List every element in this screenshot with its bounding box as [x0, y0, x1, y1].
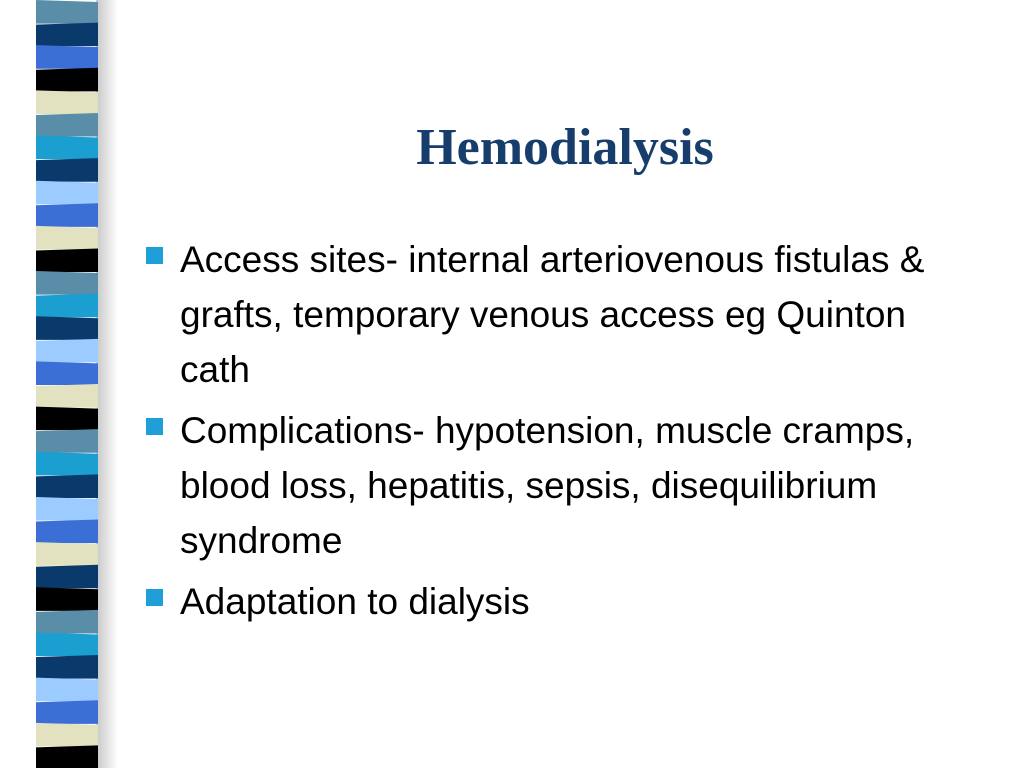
bullet-item [146, 403, 976, 568]
stripe-block [36, 45, 98, 69]
stripe-block [36, 226, 98, 250]
stripe-block [36, 90, 98, 114]
stripe-block [36, 587, 98, 611]
stripe-block [36, 497, 98, 521]
bullet-text: Adaptation to dialysis [180, 581, 530, 622]
stripe-block [36, 294, 98, 318]
decorative-stripe-shadow [96, 0, 118, 768]
decorative-stripe-bar [36, 0, 98, 768]
bullet-list [146, 232, 976, 635]
stripe-block [36, 203, 98, 227]
stripe-block [36, 610, 98, 634]
stripe-block [36, 136, 98, 160]
slide-title: Hemodialysis [416, 118, 714, 176]
stripe-block [36, 520, 98, 544]
stripe-block [36, 678, 98, 702]
stripe-block [36, 361, 98, 385]
square-bullet-icon [146, 589, 163, 606]
stripe-block [36, 384, 98, 408]
stripe-block [36, 407, 98, 431]
stripe-block [36, 565, 98, 589]
bullet-text: Complications- hypotension, muscle cramps, blood loss, hepatitis, sepsis, disequilibrium syndrome [180, 410, 915, 561]
stripe-block [36, 23, 98, 47]
stripe-block [36, 723, 98, 747]
stripe-block [36, 452, 98, 476]
decorative-stripe-svg [36, 0, 98, 768]
stripe-block [36, 271, 98, 295]
stripe-block [36, 745, 98, 768]
stripe-block [36, 0, 98, 24]
stripe-block [36, 181, 98, 205]
bullet-item [146, 574, 976, 629]
stripe-block [36, 429, 98, 453]
stripe-block [36, 700, 98, 724]
stripe-block [36, 632, 98, 656]
stripe-block [36, 113, 98, 137]
square-bullet-icon [146, 247, 163, 264]
bullet-item [146, 232, 976, 397]
stripe-block [36, 339, 98, 363]
bullet-text: Access sites- internal arteriovenous fistulas & grafts, temporary venous access eg Quinton cath [180, 239, 925, 390]
stripe-block [36, 248, 98, 272]
square-bullet-icon [146, 418, 163, 435]
stripe-block [36, 316, 98, 340]
stripe-block [36, 158, 98, 182]
stripe-block [36, 655, 98, 679]
stripe-block [36, 542, 98, 566]
stripe-block [36, 474, 98, 498]
stripe-block [36, 68, 98, 92]
